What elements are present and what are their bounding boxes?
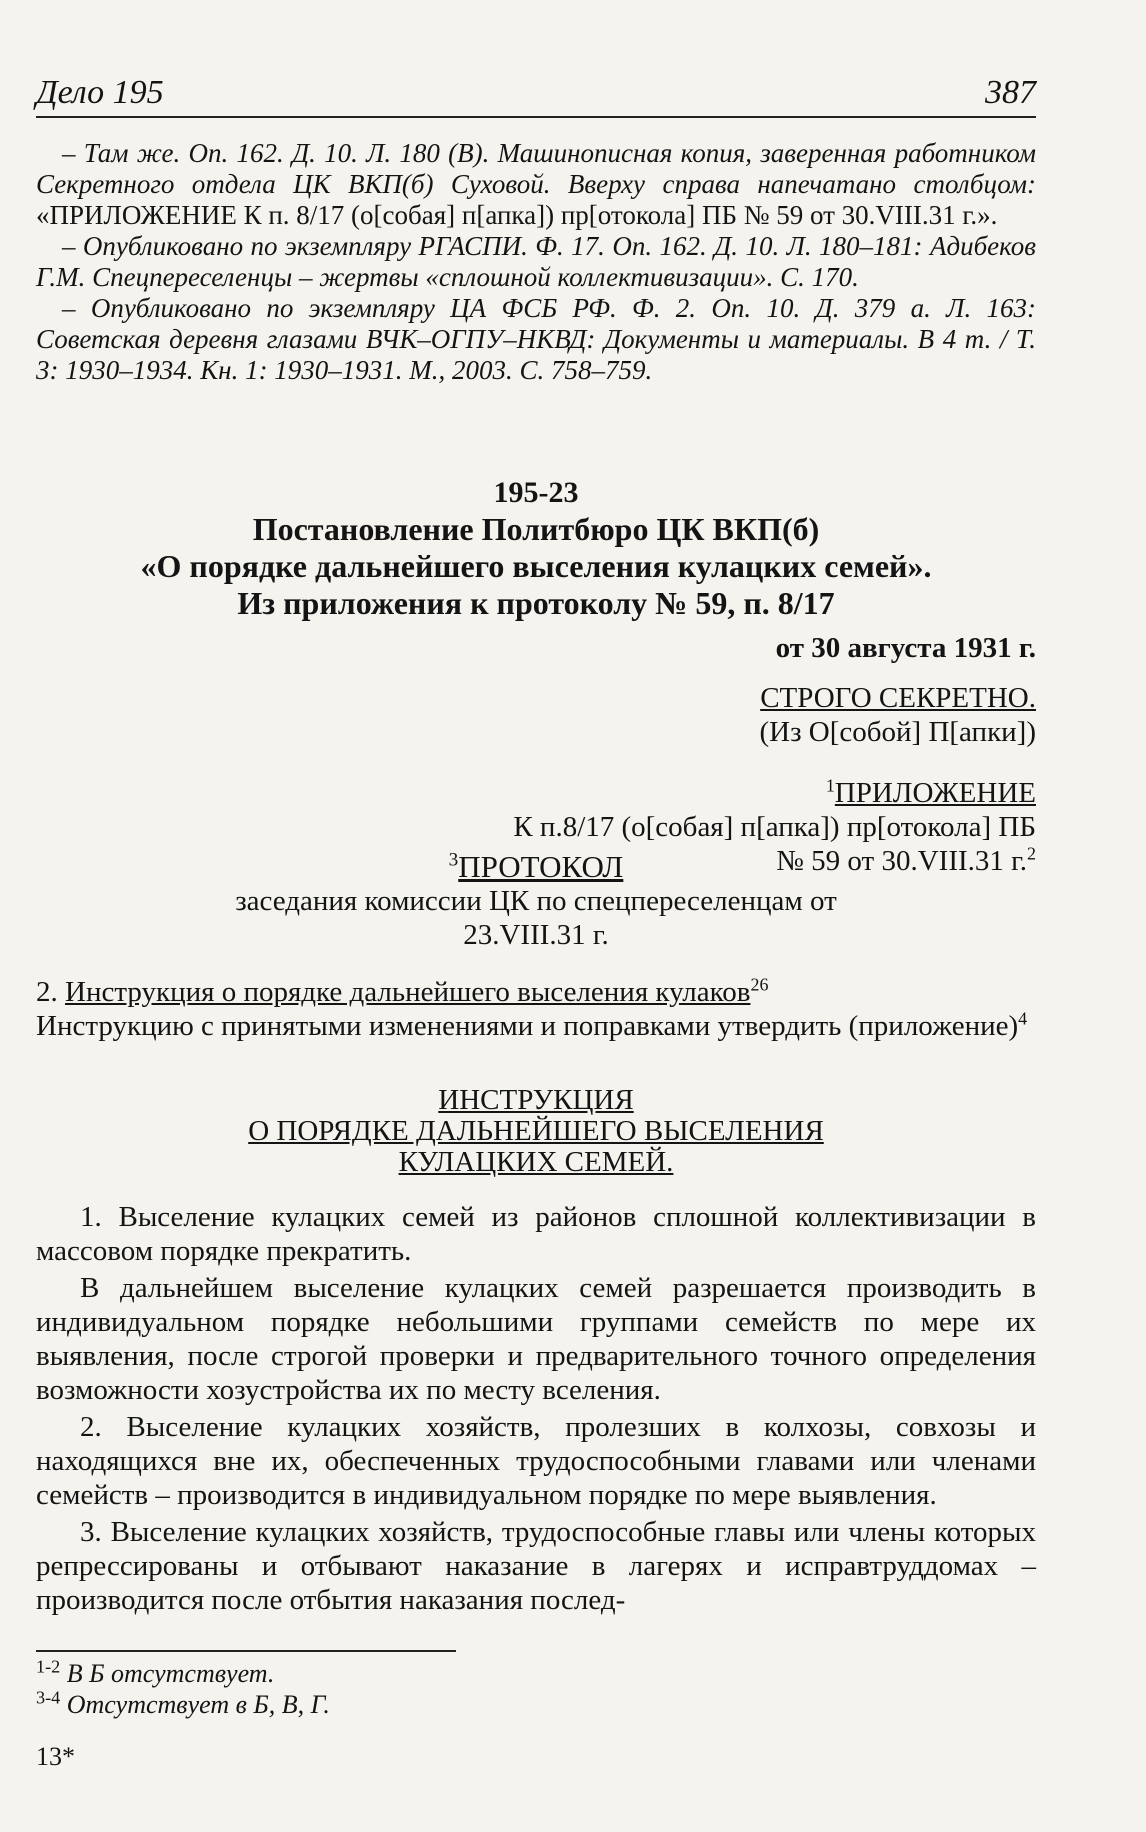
running-header [36, 74, 1036, 114]
secrecy-stamp [760, 681, 1037, 749]
paragraph-4: 3. Выселение кулацких хозяйств, трудоспособные главы или члены которых репрессированы и отбывают наказание в лагерях и исправтруддомах – производится после отбытия наказания послед- [36, 1516, 1036, 1616]
instruction-body [36, 1200, 1036, 1620]
document-title-block [36, 474, 1036, 622]
paragraph-1: 1. Выселение кулацких семей из районов сплошной коллективизации в массовом порядке прекратить. [36, 1201, 1036, 1267]
document-page [36, 0, 1036, 1832]
signature-mark: 13* [36, 1742, 75, 1771]
approve-line: Инструкцию с принятыми изменениями и поправками утвердить (приложение)$^4$ [36, 1008, 1028, 1042]
protocol-title: ПРОТОКОЛ [458, 849, 624, 884]
case-label: Дело 195 [36, 74, 164, 111]
footnote-ref-3: 3 [448, 849, 459, 871]
footnote-2: $^{3-4}$ Отсутствует в Б, В, Г. [36, 1687, 330, 1719]
instruction-title [36, 1085, 1036, 1178]
footnote-ref-26: 26 [750, 974, 769, 995]
title-line-2: «О порядке дальнейшего выселения кулацких семей». [140, 548, 932, 584]
appendix-line-2: № 59 от 30.VIII.31 г. [776, 845, 1028, 877]
source-note-1: – Там же. Оп. 162. Д. 10. Л. 180 (В). Машинописная копия, заверенная работником Секретного отдела ЦК ВКП(б) Суховой. Вверху справа напечатано столбцом: «ПРИЛОЖЕНИЕ К п. 8/17 (о[собая] п[апка]) пр[отокола] ПБ № 59 от 30.VIII.31 г.». [36, 138, 1036, 230]
footnote-ref-2: 2 [1027, 843, 1036, 864]
source-note-2: – Опубликовано по экземпляру РГАСПИ. Ф. 17. Оп. 162. Д. 10. Л. 180–181: Адибеков Г.М. Спецпереселенцы – жертвы «сплошной коллективизации». С. 170. [36, 231, 1036, 292]
source-notes [36, 138, 1036, 386]
source-note-3: – Опубликовано по экземпляру ЦА ФСБ РФ. Ф. 2. Оп. 10. Д. 379 а. Л. 163: Советская деревня глазами ВЧК–ОГПУ–НКВД: Документы и материалы. В 4 т. / Т. 3: 1930–1934. Кн. 1: 1930–1931. М., 2003. С. 758–759. [36, 293, 1036, 385]
page-number: 387 [985, 74, 1036, 111]
header-rule [36, 116, 1036, 118]
paragraph-3: 2. Выселение кулацких хозяйств, пролезших в колхозы, совхозы и находящихся вне их, обеспеченных трудоспособными главами или членами семейств – производится в индивидуальном порядке по мере выявления. [36, 1411, 1036, 1511]
footnote-ref-1: 1 [825, 775, 835, 796]
paragraph-2: В дальнейшем выселение кулацких семей разрешается производить в индивидуальном порядке небольшими группами семейств по мере их выявления, после строгой проверки и предварительного точного определения возможности хозустройства их по месту вселения. [36, 1272, 1036, 1406]
item-2-text: Инструкция о порядке дальнейшего выселения кулаков [65, 976, 751, 1008]
instruction-title-line-1: ИНСТРУКЦИЯ [438, 1084, 634, 1116]
footnote-1: $^{1-2}$ В Б отсутствует. [36, 1656, 275, 1688]
footnote-ref-4: 4 [1018, 1008, 1028, 1029]
footnote-rule [36, 1650, 456, 1652]
footnotes [36, 1658, 330, 1720]
protocol-line-1: заседания комиссии ЦК по спецпереселенцам от [235, 885, 837, 917]
protocol-line-2: 23.VIII.31 г. [463, 919, 609, 951]
document-date: от 30 августа 1931 г. [775, 632, 1036, 664]
item-2: 2. Инструкция о порядке дальнейшего выселения кулаков$^{26}$ [36, 974, 769, 1008]
instruction-title-line-2: О ПОРЯДКЕ ДАЛЬНЕЙШЕГО ВЫСЕЛЕНИЯ [248, 1115, 824, 1147]
secrecy-note: (Из О[собой] П[апки]) [759, 716, 1036, 748]
appendix-line-1: К п.8/17 (о[собая] п[апка]) пр[отокола] ПБ [513, 811, 1036, 843]
secrecy-label: СТРОГО СЕКРЕТНО. [760, 682, 1036, 714]
protocol-block [36, 850, 1036, 952]
protocol-items [36, 975, 1036, 1043]
title-line-3: Из приложения к протоколу № 59, п. 8/17 [237, 585, 835, 621]
appendix-title: ПРИЛОЖЕНИЕ [834, 777, 1036, 809]
document-number: 195-23 [493, 476, 579, 509]
title-line-1: Постановление Политбюро ЦК ВКП(б) [252, 511, 820, 547]
instruction-title-line-3: КУЛАЦКИХ СЕМЕЙ. [398, 1146, 674, 1178]
